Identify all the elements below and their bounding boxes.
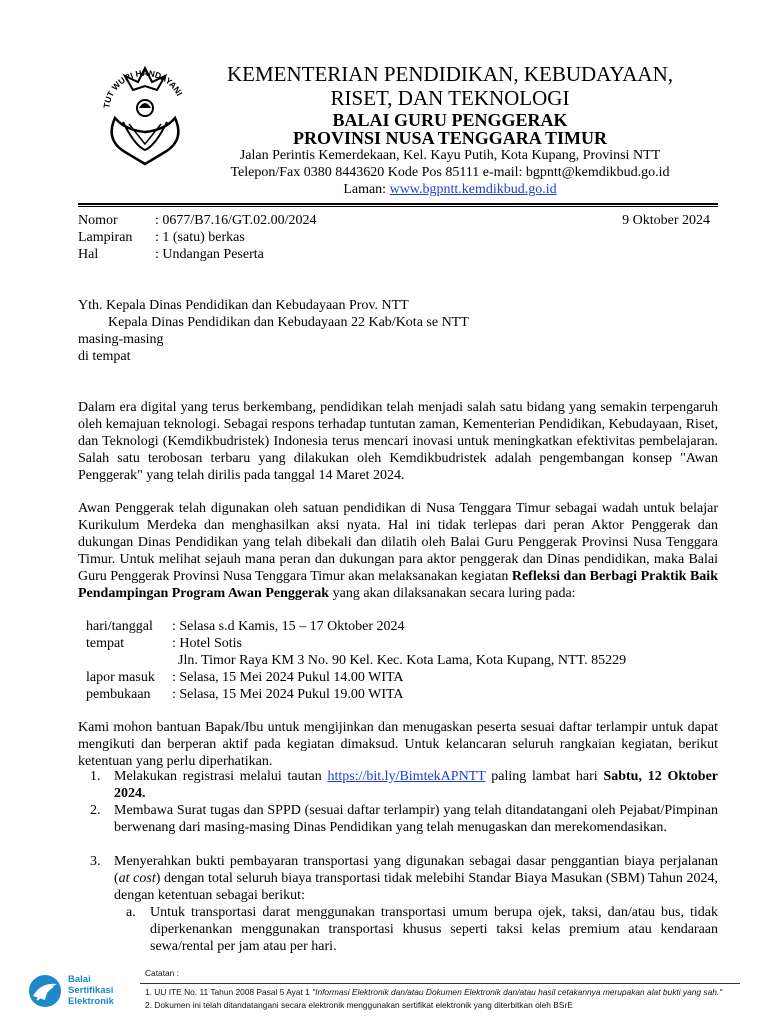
sub-item-a [126, 904, 718, 955]
recipient-line3: masing-masing [78, 332, 164, 347]
para2-text-start: Awan Penggerak telah digunakan oleh satuan pendidikan di Nusa Tenggara Timur sebagai wadah untuk belajar Kurikulum Merdeka dan menghasilkan aksi nyata. Hal ini tidak terlepas dari peran Aktor Penggerak dan dukungan Dinas Pendidikan yang telah dibekali dan dilatih oleh Balai Guru Penggerak Provinsi Nusa Tenggara Timur. Untuk melihat sejauh mana peran dan dukungan para aktor penggerak dan Dinas pendidikan, maka Balai Guru Penggerak Provinsi Nusa Tenggara Timur akan melaksanakan kegiatan [78, 501, 718, 584]
office-website-line [190, 182, 710, 198]
tempat-label: tempat [86, 636, 125, 651]
sub-item-a-letter: a. [126, 905, 136, 920]
detail-tempat [86, 635, 242, 652]
list-number-1: 1. [90, 769, 101, 784]
office-address: Jalan Perintis Kemerdekaan, Kel. Kayu Putih, Kota Kupang, Provinsi NTT [239, 148, 661, 163]
tut-wuri-handayani-emblem [95, 60, 195, 170]
lapor-label: lapor masuk [86, 670, 155, 685]
footer-catatan-label: Catatan : [145, 968, 179, 978]
list-number-3: 3. [90, 854, 101, 869]
body-paragraph-3: Kami mohon bantuan Bapak/Ibu untuk mengijinkan dan menugaskan peserta sesuai daftar terlampir untuk dapat mengikuti dan berperan aktif pada kegiatan dimaksud. Untuk kelancaran seluruh rangkaian kegiatan, berikut ketentuan yang perlu diperhatikan. [78, 720, 718, 769]
list-number-2: 2. [90, 803, 101, 818]
office-contact: Telepon/Fax 0380 8443620 Kode Pos 85111 e-mail: bgpntt@kemdikbud.go.id [230, 165, 670, 180]
bsre-text-3: Elektronik [68, 996, 114, 1007]
item3-text-end: ) dengan total seluruh biaya transportasi tidak melebihi Standar Biaya Masukan (SBM) Tahun 2024, dengan ketentuan sebagai berikut: [114, 871, 718, 903]
list-item-1 [90, 768, 718, 802]
event-title: Refleksi dan Berbagi Praktik Baik Pendampingan Program Awan Penggerak [78, 569, 718, 601]
registration-deadline: Sabtu, 12 Oktober 2024. [114, 769, 718, 801]
pembukaan-label: pembukaan [86, 687, 151, 702]
list-item-3 [90, 853, 718, 904]
ministry-name-line2: RISET, DAN TEKNOLOGI [330, 86, 570, 110]
para2-text-end: yang akan dilaksanakan secara luring pada: [329, 586, 576, 601]
letter-date: 9 Oktober 2024 [622, 213, 710, 228]
item1-mid-text: paling lambat hari [485, 769, 604, 784]
item3-italic: at cost [118, 871, 156, 886]
letterhead-rule-thin [78, 206, 718, 207]
ministry-name-line1: KEMENTERIAN PENDIDIKAN, KEBUDAYAAN, [226, 62, 674, 86]
registration-link[interactable]: https://bit.ly/BimtekAPNTT [327, 769, 486, 784]
hal-label: Hal [78, 247, 99, 262]
item1-text: Melakukan registrasi melalui tautan [114, 769, 328, 784]
sub-item-a-text: Untuk transportasi darat menggunakan transportasi umum berupa ojek, taksi, dan/atau bus, tidak diperkenankan menggunakan transportasi khusus seperti taksi kelas premium atau kendaraan sewa/rental per jam atau per hari. [150, 905, 718, 954]
nomor-value: : 0677/B7.16/GT.02.00/2024 [155, 213, 317, 228]
footer-rule [140, 983, 740, 984]
note1-quote: "Informasi Elektronik dan/atau Dokumen Elektronik dan/atau hasil cetakannya merupakan alat bukti yang sah." [312, 987, 723, 997]
letterhead-rule-thick [78, 203, 718, 205]
lapor-value: : Selasa, 15 Mei 2024 Pukul 14.00 WITA [172, 670, 404, 685]
pembukaan-value: : Selasa, 15 Mei 2024 Pukul 19.00 WITA [172, 687, 404, 702]
office-name: BALAI GURU PENGGERAK [332, 110, 568, 130]
website-link[interactable]: www.bgpntt.kemdikbud.go.id [389, 182, 557, 197]
lampiran-value: : 1 (satu) berkas [155, 230, 245, 245]
bsre-logo [25, 972, 125, 1010]
emblem-motto: TUT WURI HANDAYANI [101, 67, 185, 109]
detail-lapor [86, 669, 404, 686]
tempat-value: : Hotel Sotis [172, 636, 243, 651]
website-label: Laman: [343, 182, 390, 197]
recipient-line2: Kepala Dinas Pendidikan dan Kebudayaan 22 Kab/Kota se NTT [108, 315, 469, 330]
body-paragraph-2 [78, 500, 718, 602]
footer-note-2: 2. Dokumen ini telah ditandatangani secara elektronik menggunakan sertifikat elektronik yang diterbitkan oleh BSrE [145, 1000, 573, 1010]
list-item-2 [90, 802, 718, 836]
item2-text: Membawa Surat tugas dan SPPD (sesuai daftar terlampir) yang telah ditandatangani oleh Pejabat/Pimpinan berwenang dari masing-masing Dinas Pendidikan yang telah menugaskan dan merekomendasikan. [114, 803, 718, 835]
bsre-emblem-icon [25, 972, 65, 1010]
body-paragraph-1: Dalam era digital yang terus berkembang, pendidikan telah menjadi salah satu bidang yang semakin terpengaruh oleh kemajuan teknologi. Sebagai respons terhadap tuntutan zaman, Kementerian Pendidikan, Kebudayaan, Riset, dan Teknologi (Kemdikbudristek) Indonesia terus mencari inovasi untuk meningkatkan efektivitas pembelajaran. Salah satu terobosan terbaru yang dilakukan oleh Kemdikbudristek adalah pengembangan konsep "Awan Penggerak" yang telah dirilis pada tanggal 14 Maret 2024. [78, 400, 718, 483]
recipient-line4: di tempat [78, 349, 131, 364]
detail-pembukaan [86, 686, 404, 703]
bsre-text-2: Sertifikasi [68, 985, 114, 996]
hal-value: : Undangan Peserta [155, 247, 264, 262]
province-name: PROVINSI NUSA TENGGARA TIMUR [293, 128, 607, 148]
hari-label: hari/tanggal [86, 619, 153, 634]
detail-hari [86, 618, 405, 635]
footer-note-1 [145, 987, 722, 997]
hari-value: : Selasa s.d Kamis, 15 – 17 Oktober 2024 [172, 619, 405, 634]
lampiran-label: Lampiran [78, 230, 133, 245]
nomor-label: Nomor [78, 213, 118, 228]
recipient-line1: Yth. Kepala Dinas Pendidikan dan Kebudayaan Prov. NTT [78, 298, 409, 313]
note1-text: 1. UU ITE No. 11 Tahun 2008 Pasal 5 Ayat 1 [145, 987, 313, 997]
bsre-text-1: Balai [68, 974, 91, 985]
detail-alamat: Jln. Timor Raya KM 3 No. 90 Kel. Kec. Kota Lama, Kota Kupang, NTT. 85229 [178, 653, 627, 668]
item3-text-start: Menyerahkan bukti pembayaran transportasi yang digunakan sebagai dasar penggantian biaya perjalanan ( [114, 854, 718, 886]
